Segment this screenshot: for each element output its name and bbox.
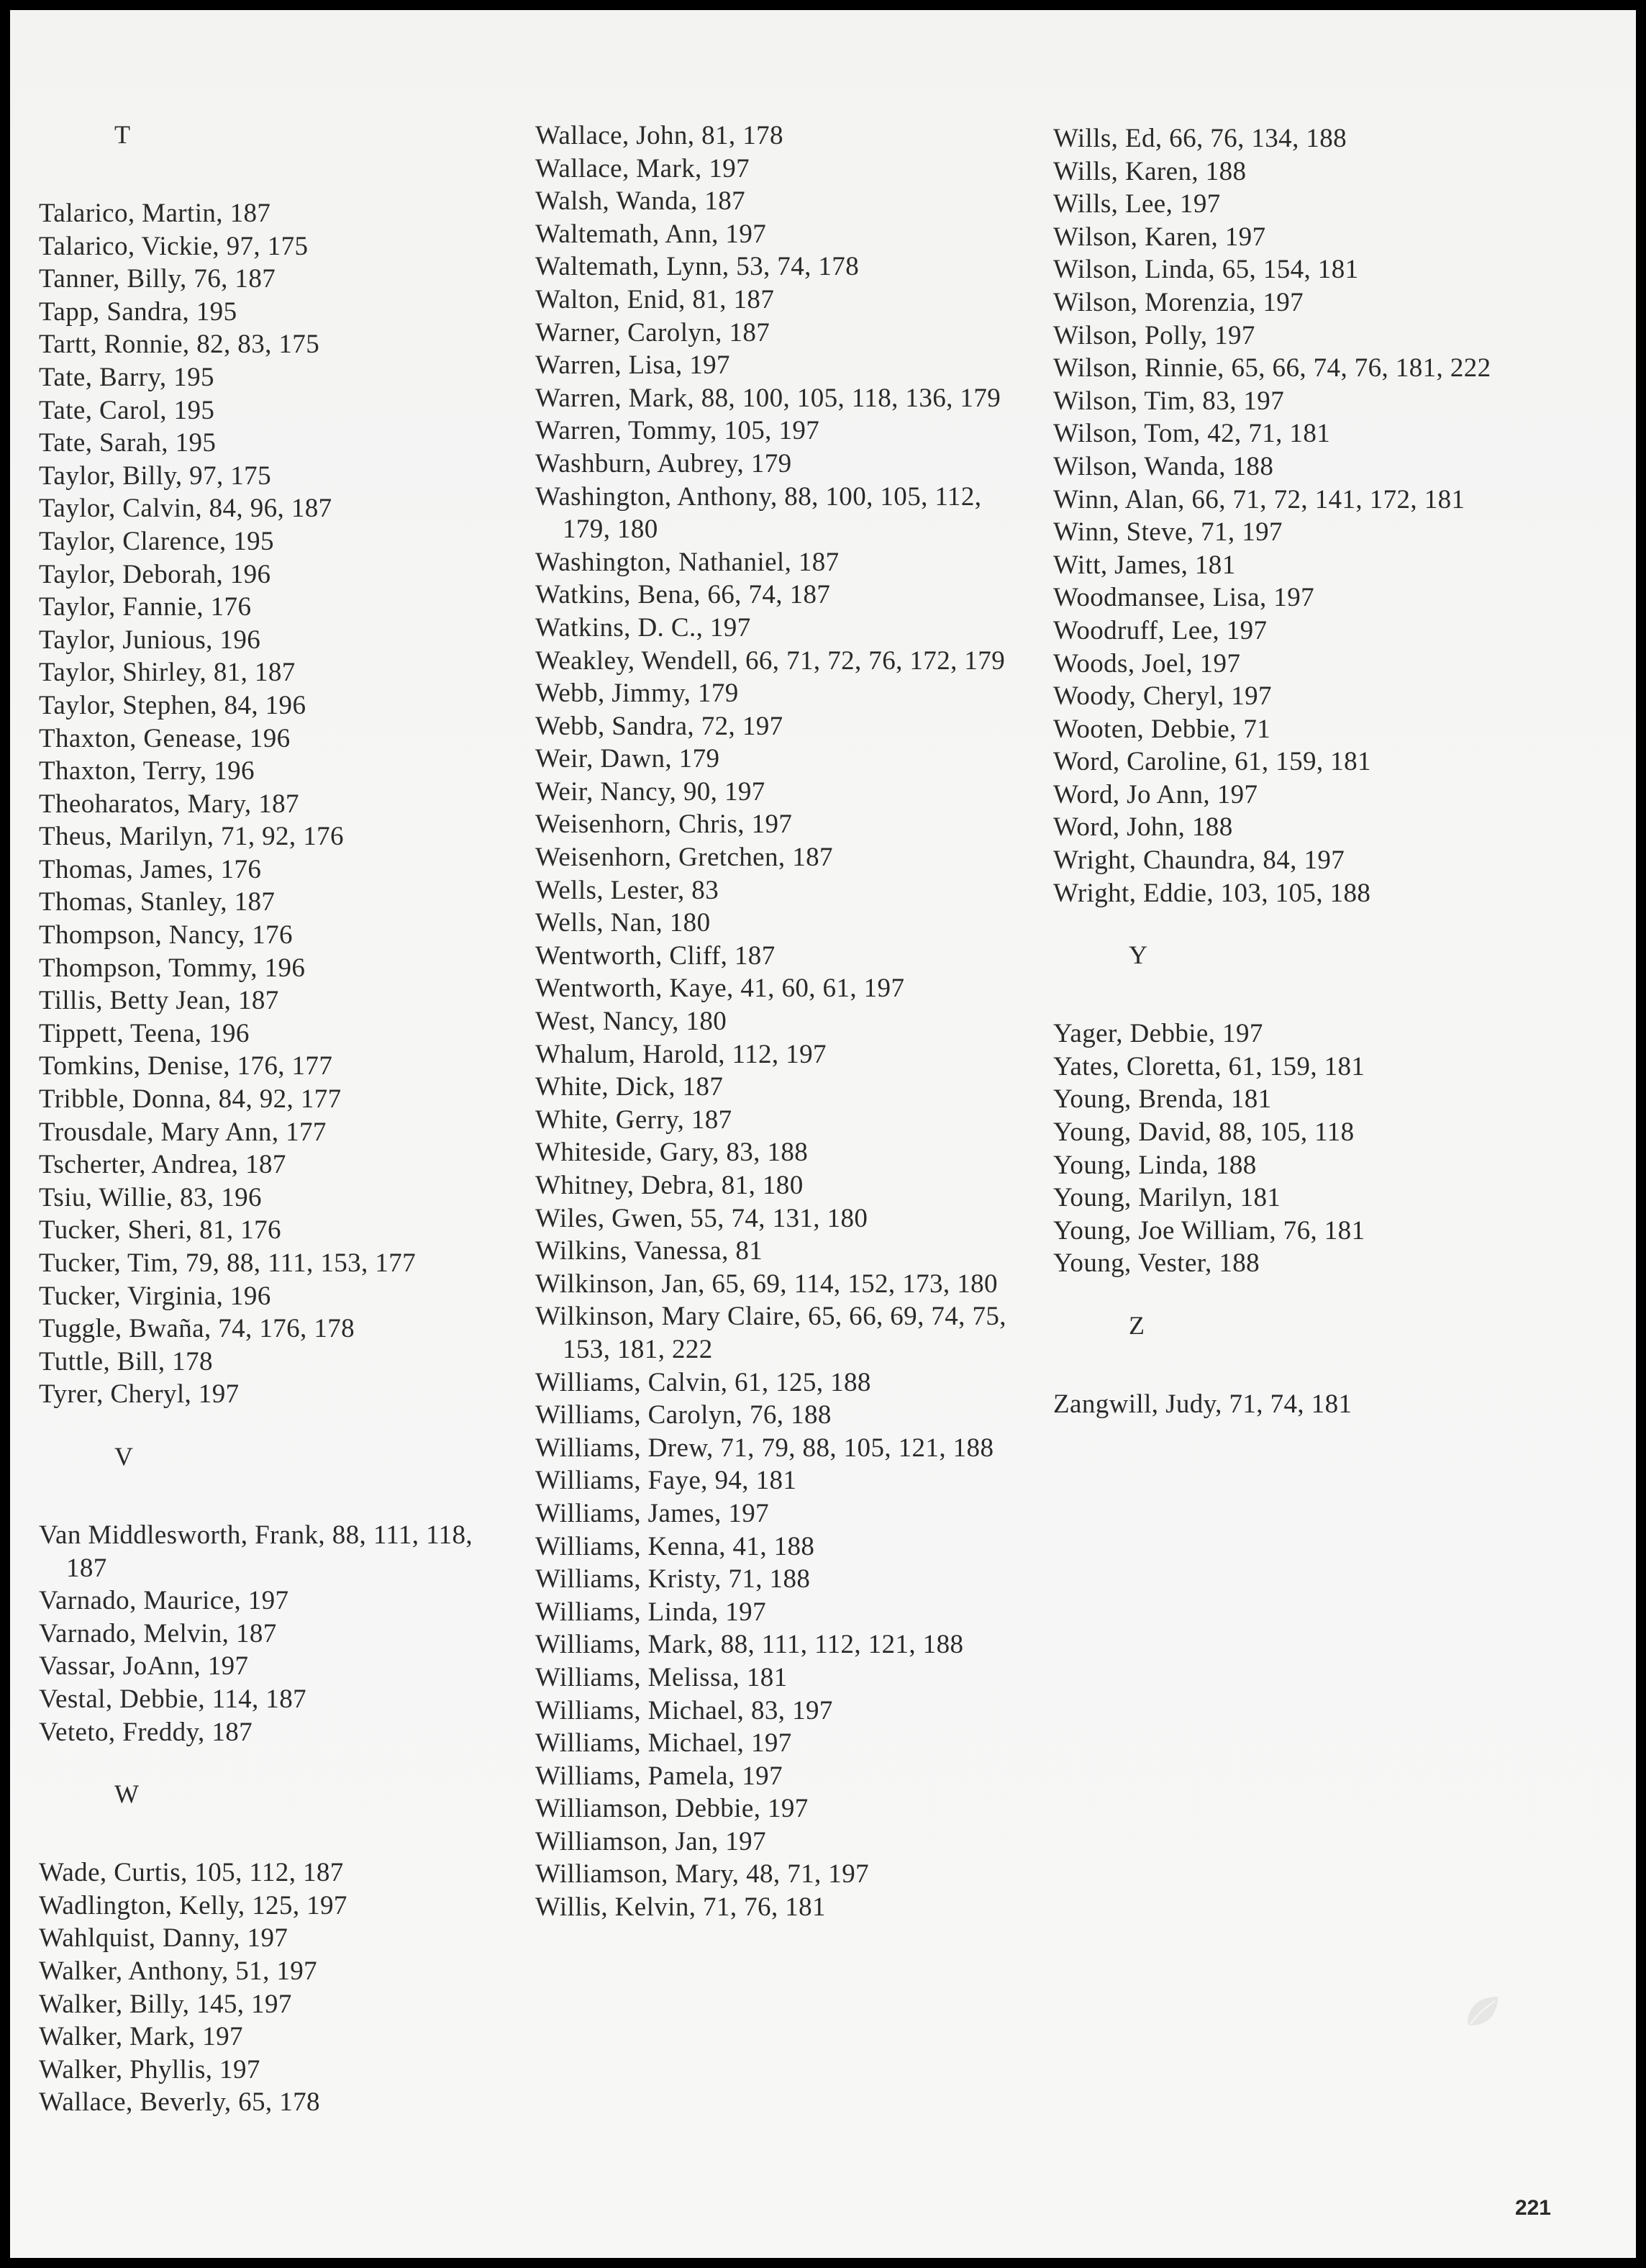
index-entry: Tillis, Betty Jean, 187 (39, 986, 279, 1016)
index-entry: Zangwill, Judy, 71, 74, 181 (1053, 1389, 1352, 1419)
index-entry: Theoharatos, Mary, 187 (39, 789, 299, 819)
index-entry: Williams, Kristy, 71, 188 (535, 1564, 811, 1595)
index-entry: Talarico, Vickie, 97, 175 (39, 231, 309, 261)
index-entry: Walker, Billy, 145, 197 (39, 1989, 292, 2019)
index-entry: Taylor, Fannie, 176 (39, 592, 252, 622)
index-entry: Washburn, Aubrey, 179 (535, 448, 792, 478)
index-entry: Tomkins, Denise, 176, 177 (39, 1051, 333, 1081)
index-entry: Wells, Nan, 180 (535, 908, 711, 938)
index-page (10, 10, 1636, 2258)
index-entry: Taylor, Shirley, 81, 187 (39, 658, 296, 688)
index-entry: Theus, Marilyn, 71, 92, 176 (39, 822, 344, 852)
index-entry: Weir, Nancy, 90, 197 (535, 776, 765, 807)
index-entry: Wells, Lester, 83 (535, 875, 719, 905)
section-letter-heading: Y (1129, 940, 1148, 970)
index-entry: Tucker, Sheri, 81, 176 (39, 1215, 281, 1246)
index-entry: Young, Marilyn, 181 (1053, 1183, 1281, 1213)
index-entry: Word, Jo Ann, 197 (1053, 779, 1258, 809)
index-entry: Tribble, Donna, 84, 92, 177 (39, 1084, 342, 1115)
index-entry: Wills, Ed, 66, 76, 134, 188 (1053, 124, 1347, 153)
index-entry: Word, John, 188 (1053, 812, 1233, 843)
index-section (1053, 122, 1557, 910)
index-entry: Wallace, Beverly, 65, 178 (39, 2087, 320, 2118)
index-entry: Tippett, Teena, 196 (39, 1018, 250, 1048)
index-entry: Van Middlesworth, Frank, 88, 111, 118, 187 (39, 1520, 473, 1583)
index-entry: Wallace, John, 81, 178 (535, 121, 783, 150)
index-column-1 (39, 118, 514, 2119)
index-entry: Wentworth, Kaye, 41, 60, 61, 197 (535, 974, 905, 1004)
index-entry: Young, David, 88, 105, 118 (1053, 1117, 1355, 1148)
index-entry: Webb, Jimmy, 179 (535, 679, 739, 709)
index-entry: Williamson, Debbie, 197 (535, 1794, 809, 1824)
index-entry: Tuggle, Bwaña, 74, 176, 178 (39, 1314, 355, 1344)
index-entry: Williams, Mark, 88, 111, 112, 121, 188 (535, 1630, 964, 1660)
index-entry: Williams, Pamela, 197 (535, 1761, 783, 1791)
index-entry: Williams, Carolyn, 76, 188 (535, 1400, 832, 1430)
index-entry: Williamson, Jan, 197 (535, 1826, 766, 1856)
index-entry: Word, Caroline, 61, 159, 181 (1053, 747, 1371, 777)
index-entry: Tucker, Tim, 79, 88, 111, 153, 177 (39, 1248, 417, 1278)
index-entry: Wilson, Polly, 197 (1053, 320, 1255, 350)
index-entry: Wilson, Linda, 65, 154, 181 (1053, 255, 1359, 285)
index-entry: Tyrer, Cheryl, 197 (39, 1379, 240, 1410)
index-entry: Warner, Carolyn, 187 (535, 317, 770, 348)
index-entry: Winn, Steve, 71, 197 (1053, 517, 1283, 548)
index-entry: Wooten, Debbie, 71 (1053, 714, 1271, 744)
index-entry: Watkins, Bena, 66, 74, 187 (535, 580, 831, 610)
index-entry: Walton, Enid, 81, 187 (535, 284, 775, 314)
section-letter-heading: V (114, 1441, 134, 1471)
index-entry: Tate, Carol, 195 (39, 395, 215, 425)
index-entry: Warren, Tommy, 105, 197 (535, 416, 820, 446)
index-entry: Walker, Anthony, 51, 197 (39, 1956, 318, 1986)
index-entry: Tuttle, Bill, 178 (39, 1346, 213, 1376)
index-entry: White, Gerry, 187 (535, 1104, 732, 1135)
index-entry: Thompson, Nancy, 176 (39, 920, 293, 951)
index-column-2 (535, 119, 1010, 1924)
index-section (535, 119, 1010, 1924)
section-letter-heading: W (114, 1779, 140, 1809)
index-entry: Weir, Dawn, 179 (535, 744, 720, 774)
index-entry: Wright, Chaundra, 84, 197 (1053, 845, 1345, 876)
index-entry: Trousdale, Mary Ann, 177 (39, 1117, 327, 1147)
index-entry: Weisenhorn, Chris, 197 (535, 809, 793, 840)
index-entry: Warren, Lisa, 197 (535, 350, 730, 381)
index-entry: Young, Brenda, 181 (1053, 1084, 1272, 1115)
index-entry: Wadlington, Kelly, 125, 197 (39, 1890, 347, 1920)
index-entry: Wilson, Wanda, 188 (1053, 451, 1274, 481)
index-entry: Washington, Anthony, 88, 100, 105, 112, 179, 180 (535, 481, 982, 545)
index-entry: Tate, Sarah, 195 (39, 428, 217, 458)
index-entry: Walsh, Wanda, 187 (535, 186, 745, 217)
index-entry: Woody, Cheryl, 197 (1053, 681, 1272, 712)
index-entry: White, Dick, 187 (535, 1072, 724, 1102)
index-entry: Thompson, Tommy, 196 (39, 953, 306, 983)
index-entry: Weakley, Wendell, 66, 71, 72, 76, 172, 179 (535, 645, 1006, 676)
index-entry: Webb, Sandra, 72, 197 (535, 711, 783, 741)
page-number: 221 (1514, 2196, 1551, 2220)
index-entry: Young, Joe William, 76, 181 (1053, 1215, 1365, 1246)
index-entry: Tsiu, Willie, 83, 196 (39, 1182, 262, 1212)
index-entry: Woodruff, Lee, 197 (1053, 615, 1268, 645)
index-entry: Wentworth, Cliff, 187 (535, 940, 776, 971)
index-entry: Wilkins, Vanessa, 81 (535, 1236, 763, 1266)
index-entry: Williams, Drew, 71, 79, 88, 105, 121, 188 (535, 1433, 994, 1463)
index-entry: Veteto, Freddy, 187 (39, 1717, 253, 1747)
index-entry: Taylor, Calvin, 84, 96, 187 (39, 494, 332, 524)
index-entry: Taylor, Junious, 196 (39, 625, 261, 655)
index-entry: Williams, Linda, 197 (535, 1597, 766, 1627)
index-entry: Tucker, Virginia, 196 (39, 1281, 271, 1311)
index-entry: Williams, Faye, 94, 181 (535, 1466, 797, 1496)
index-entry: Thaxton, Terry, 196 (39, 756, 255, 786)
index-entry: Wright, Eddie, 103, 105, 188 (1053, 878, 1371, 908)
index-entry: Williams, Melissa, 181 (535, 1662, 788, 1692)
index-entry: Tapp, Sandra, 195 (39, 296, 237, 327)
index-entry: Williams, Michael, 83, 197 (535, 1695, 833, 1725)
index-entry: Thomas, Stanley, 187 (39, 887, 276, 917)
index-entry: Tscherter, Andrea, 187 (39, 1150, 286, 1180)
index-entry: Watkins, D. C., 197 (535, 612, 751, 643)
index-entry: Taylor, Stephen, 84, 196 (39, 690, 306, 720)
index-section (39, 118, 514, 1411)
index-entry: Wills, Karen, 188 (1053, 156, 1247, 186)
index-section (1053, 938, 1557, 1280)
index-entry: Wilson, Rinnie, 65, 66, 74, 76, 181, 222 (1053, 353, 1491, 384)
index-entry: Vassar, JoAnn, 197 (39, 1651, 249, 1682)
index-entry: Witt, James, 181 (1053, 550, 1236, 580)
index-entry: Wills, Lee, 197 (1053, 189, 1221, 219)
index-entry: Wilson, Morenzia, 197 (1053, 287, 1304, 317)
section-letter-heading: Z (1129, 1311, 1145, 1340)
leaf-watermark-icon (1463, 1992, 1502, 2030)
index-entry: Whalum, Harold, 112, 197 (535, 1039, 827, 1069)
index-section (39, 1777, 514, 2119)
index-entry: Washington, Nathaniel, 187 (535, 547, 840, 577)
index-entry: Williams, Michael, 197 (535, 1728, 792, 1759)
index-entry: Wiles, Gwen, 55, 74, 131, 180 (535, 1203, 868, 1233)
index-entry: West, Nancy, 180 (535, 1007, 727, 1037)
index-entry: Whiteside, Gary, 83, 188 (535, 1138, 809, 1168)
index-entry: Williams, Kenna, 41, 188 (535, 1531, 815, 1561)
index-entry: Varnado, Maurice, 197 (39, 1586, 289, 1616)
index-entry: Young, Vester, 188 (1053, 1248, 1260, 1279)
index-entry: Williams, Calvin, 61, 125, 188 (535, 1367, 871, 1397)
index-entry: Taylor, Deborah, 196 (39, 559, 271, 589)
index-entry: Wallace, Mark, 197 (535, 153, 750, 183)
index-entry: Wahlquist, Danny, 197 (39, 1923, 288, 1954)
index-entry: Wilkinson, Mary Claire, 65, 66, 69, 74, 75, 153, 181, 222 (535, 1302, 1006, 1364)
index-entry: Yates, Cloretta, 61, 159, 181 (1053, 1051, 1365, 1081)
index-entry: Tartt, Ronnie, 82, 83, 175 (39, 330, 320, 360)
index-entry: Winn, Alan, 66, 71, 72, 141, 172, 181 (1053, 484, 1465, 514)
index-section (39, 1440, 514, 1748)
index-entry: Young, Linda, 188 (1053, 1150, 1257, 1180)
index-entry: Walker, Mark, 197 (39, 2022, 243, 2052)
index-entry: Talarico, Martin, 187 (39, 199, 271, 228)
index-entry: Weisenhorn, Gretchen, 187 (535, 843, 833, 873)
index-column-3 (1053, 122, 1557, 1421)
index-entry: Wilson, Tim, 83, 197 (1053, 386, 1285, 416)
index-entry: Willis, Kelvin, 71, 76, 181 (535, 1892, 826, 1923)
index-entry: Taylor, Billy, 97, 175 (39, 461, 271, 491)
index-entry: Wilson, Karen, 197 (1053, 222, 1266, 252)
index-entry: Woods, Joel, 197 (1053, 648, 1241, 679)
index-section (1053, 1309, 1557, 1421)
index-entry: Woodmansee, Lisa, 197 (1053, 583, 1315, 613)
index-entry: Whitney, Debra, 81, 180 (535, 1171, 804, 1200)
index-entry: Varnado, Melvin, 187 (39, 1618, 277, 1648)
section-letter-heading: T (114, 120, 131, 149)
index-entry: Warren, Mark, 88, 100, 105, 118, 136, 179 (535, 383, 1001, 413)
index-entry: Walker, Phyllis, 197 (39, 2054, 260, 2085)
index-entry: Thomas, James, 176 (39, 854, 262, 884)
index-entry: Yager, Debbie, 197 (1053, 1019, 1263, 1049)
index-entry: Wade, Curtis, 105, 112, 187 (39, 1858, 344, 1888)
index-entry: Vestal, Debbie, 114, 187 (39, 1684, 306, 1714)
index-entry: Williamson, Mary, 48, 71, 197 (535, 1859, 870, 1890)
index-entry: Wilson, Tom, 42, 71, 181 (1053, 419, 1331, 449)
index-entry: Waltemath, Lynn, 53, 74, 178 (535, 252, 860, 282)
index-entry: Tate, Barry, 195 (39, 362, 214, 392)
index-entry: Wilkinson, Jan, 65, 69, 114, 152, 173, 180 (535, 1269, 998, 1299)
index-entry: Thaxton, Genease, 196 (39, 723, 291, 753)
index-entry: Tanner, Billy, 76, 187 (39, 264, 276, 294)
index-entry: Waltemath, Ann, 197 (535, 219, 767, 249)
index-entry: Williams, James, 197 (535, 1498, 770, 1528)
index-entry: Taylor, Clarence, 195 (39, 526, 274, 556)
